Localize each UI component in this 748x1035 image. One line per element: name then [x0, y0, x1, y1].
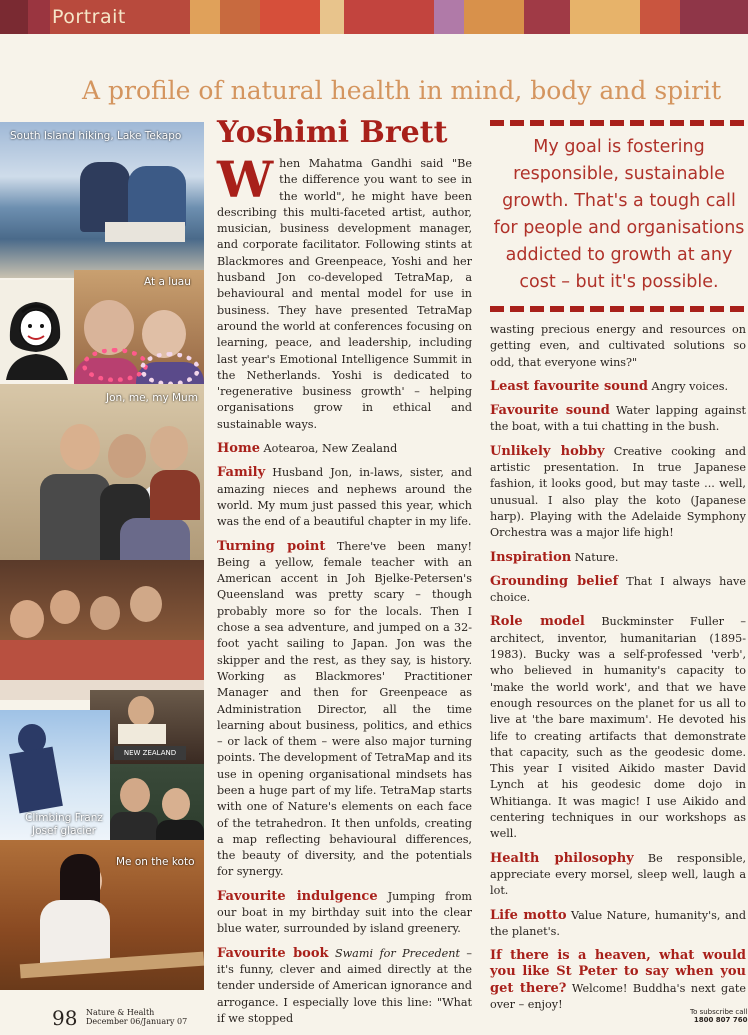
- indulgence-heading: Favourite indulgence: [217, 888, 378, 904]
- motto-heading: Life motto: [490, 907, 567, 923]
- pull-quote: My goal is fostering responsible, sustainable growth. That's a tough call for people and organisations addicted to growth at any cost – but it's possible.: [493, 137, 745, 292]
- turning-point-paragraph: [217, 539, 472, 881]
- pull-quote-box: [490, 120, 748, 312]
- least-sound-heading: Least favourite sound: [490, 378, 648, 394]
- footer-magazine: [86, 1008, 187, 1026]
- header-stripe: [434, 0, 464, 34]
- least-sound-paragraph: [490, 379, 746, 395]
- tagline: A profile of natural health in mind, body and spirit: [82, 76, 722, 105]
- photo-family: [0, 384, 204, 560]
- caption-glacier: Climbing Franz Josef glacier: [25, 812, 103, 837]
- home-paragraph: [217, 441, 472, 457]
- header-stripe: [320, 0, 344, 34]
- header-stripe: [344, 0, 434, 34]
- continued-paragraph: wasting precious energy and resources on getting even, and cultivated solutions so odd, that everyone wins?": [490, 323, 746, 369]
- caption-luau: At a luau: [144, 276, 191, 288]
- page-number: 98: [52, 1006, 78, 1030]
- grounding-text: That I always have choice.: [490, 574, 747, 605]
- turning-point-heading: Turning point: [217, 538, 326, 554]
- cartoon-portrait: [0, 280, 74, 380]
- header-stripe: [524, 0, 570, 34]
- home-text: Aotearoa, New Zealand: [263, 442, 398, 456]
- health-text: Be responsible, appreciate every morsel, sleep well, laugh a lot.: [490, 851, 747, 898]
- grounding-paragraph: [490, 574, 746, 607]
- sound-paragraph: [490, 403, 746, 436]
- issue-date: December 06/January 07: [86, 1017, 188, 1026]
- new-zealand-sign: NEW ZEALAND: [114, 746, 186, 760]
- book-heading: Favourite book: [217, 945, 329, 961]
- hobby-text: Creative cooking and artistic presentation. In true Japanese fashion, it looks good, but may taste ... well, unusual. I also play the koto (Japanese harp). Playing with the Adelaide Symphony Orchestra was a major life high!: [490, 444, 746, 540]
- article-right-column: [490, 322, 746, 1021]
- header-stripe: [28, 0, 50, 34]
- indulgence-text: Jumping from our boat in my birthday suit into the clear blue water, surrounded by island greenery.: [217, 889, 473, 936]
- intro-text: hen Mahatma Gandhi said "Be the difference you want to see in the world", he might have been describing this multi-faceted artist, author, musician, business development manager, and corporate facilitator. Following stints at Blackmores and Greenpeace, Yoshi and her husband Jon co-developed TetraMap, a behavioural and mental model for use in business. They have presented TetraMap around the world at conferences focusing on learning, peace, and leadership, including last year's Emotional Intelligence Summit in the Netherlands. Yoshi is dedicated to 'regenerative business growth' – helping organisations grow in ethical and sustainable ways.: [217, 157, 472, 431]
- family-paragraph: [217, 465, 472, 530]
- grounding-heading: Grounding belief: [490, 573, 619, 589]
- motto-paragraph: [490, 908, 746, 941]
- header-stripe: [680, 0, 748, 34]
- home-heading: Home: [217, 441, 260, 457]
- hobby-paragraph: [490, 444, 746, 542]
- subscribe-label: To subscribe call: [690, 1008, 748, 1016]
- inspiration-heading: Inspiration: [490, 549, 572, 565]
- section-label: Portrait: [52, 6, 126, 28]
- header-stripe: [0, 0, 28, 34]
- footer-subscribe: [690, 1008, 747, 1024]
- caption-hiking: South Island hiking, Lake Tekapo: [10, 130, 182, 142]
- inspiration-text: Nature.: [574, 550, 619, 564]
- magazine-name: Nature & Health: [86, 1008, 155, 1017]
- header-stripe: [260, 0, 320, 34]
- heaven-text: Welcome! Buddha's next gate over – enjoy!: [490, 981, 746, 1011]
- motto-text: Value Nature, humanity's, and the planet's.: [490, 908, 746, 938]
- caption-koto: Me on the koto: [116, 856, 195, 868]
- indulgence-paragraph: [217, 889, 472, 938]
- subscribe-phone: 1800 807 760: [693, 1016, 748, 1024]
- photo-group-dinner: [0, 560, 204, 700]
- book-text: – it's funny, clever and aimed directly at the tender underside of American ignorance and arrogance. I especially love this line: "What if we stopped: [217, 946, 472, 1025]
- photo-glacier: [0, 710, 110, 840]
- role-model-text: Buckminster Fuller – architect, inventor, humanitarian (1895-1983). Bucky was a self-professed 'verb', who believed in humanity's capacity to 'make the world work', and that we have enough resources on the planet for us all to live at 'the bare maximum'. He devoted his life to creating artifacts that demonstrate that capacity, such as the geodesic dome. This year I visited Aikido master David Lynch at his geodesic dome dojo in Whitianga. It was magic! I use Aikido and centering techniques in our workshops as well.: [490, 615, 746, 841]
- header-stripe: [190, 0, 220, 34]
- heaven-heading: If there is a heaven, what would you like St Peter to say when you get there?: [490, 948, 746, 996]
- sound-heading: Favourite sound: [490, 403, 610, 419]
- quote-divider-bottom: [490, 306, 748, 312]
- photo-koto: [0, 840, 204, 990]
- header-stripe: [570, 0, 640, 34]
- role-model-heading: Role model: [490, 614, 585, 630]
- hobby-heading: Unlikely hobby: [490, 443, 605, 459]
- photo-lake-tekapo: [0, 122, 204, 278]
- heaven-paragraph: [490, 948, 746, 1013]
- drop-cap: W: [217, 150, 274, 209]
- header-stripe: [640, 0, 680, 34]
- book-paragraph: [217, 946, 472, 1027]
- header-stripe: [220, 0, 260, 34]
- health-heading: Health philosophy: [490, 850, 634, 866]
- article-title: Yoshimi Brett: [217, 115, 448, 150]
- health-paragraph: [490, 851, 746, 900]
- role-model-paragraph: [490, 614, 746, 842]
- caption-family: Jon, me, my Mum: [106, 392, 198, 404]
- book-title: Swami for Precedent: [334, 946, 460, 960]
- inspiration-paragraph: [490, 550, 746, 566]
- header-stripe: [464, 0, 524, 34]
- turning-point-text: There've been many! Being a yellow, female teacher with an American accent in Joh Bjelke-Petersen's Queensland was pretty scary – though probably more so for the locals. Then I chose a sea adventure, and jumped on a 32-foot yacht sailing to Japan. Jon was the skipper and the rest, as they say, is history. Working as Blackmores' Practitioner Manager and then for Greenpeace as Administration Director, all the time learning about business, politics, and ethics – or lack of them – were also major turning points. The development of TetraMap and its use in opening organisational mindsets has been a huge part of my life. TetraMap starts with one of Nature's elements on each face of the tetrahedron. It then unfolds, creating a map reflecting behavioural differences, the beauty of diversity, and the potentials for synergy.: [217, 539, 472, 879]
- family-text: Husband Jon, in-laws, sister, and amazing nieces and nephews around the world. My mum just passed this year, which was the end of a beautiful chapter in my life.: [217, 466, 472, 529]
- sound-text: Water lapping against the boat, with a tui chatting in the bush.: [490, 404, 746, 434]
- family-heading: Family: [217, 465, 266, 481]
- least-sound-text: Angry voices.: [651, 379, 729, 393]
- intro-paragraph: [217, 150, 472, 433]
- article-main-column: [217, 116, 472, 1035]
